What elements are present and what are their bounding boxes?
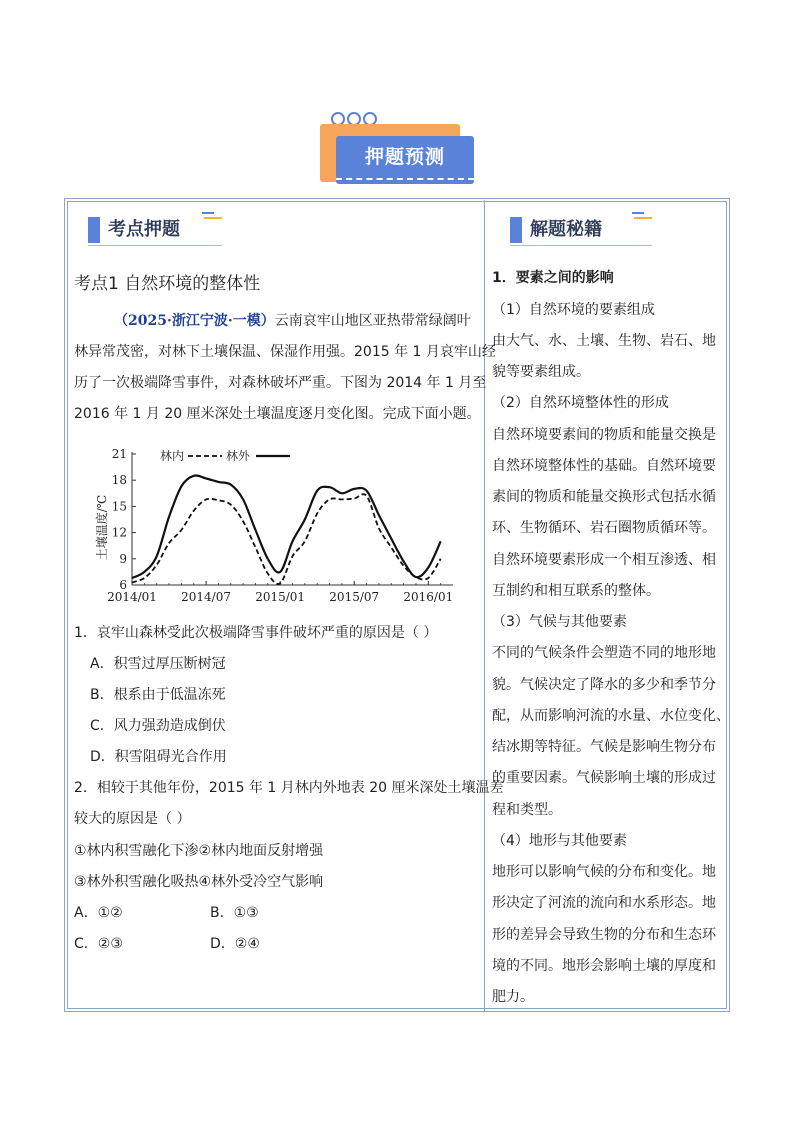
x-tick-label: 2015/01	[255, 590, 306, 604]
intro-line-3: 历了一次极端降雪事件，对森林破坏严重。下图为 2014 年 1 月至	[74, 375, 487, 391]
q2-option-d[interactable]: D．②④	[210, 936, 260, 952]
tips-line: 自然环境要素形成一个相互渗透、相	[492, 552, 716, 568]
q2-choices-1: ①林内积雪融化下渗②林内地面反射增强	[74, 843, 324, 859]
tips-line: 自然环境整体性的基础。自然环境要	[492, 458, 716, 474]
y-tick-label: 21	[111, 447, 127, 461]
q1-option-d[interactable]: D．积雪阻碍光合作用	[90, 749, 227, 765]
tips-line: 貌。气候决定了降水的多少和季节分	[492, 677, 716, 693]
column-divider	[484, 200, 485, 1012]
tips-line: 素间的物质和能量交换形式包括水循	[492, 489, 716, 505]
x-tick-label: 2014/01	[107, 590, 157, 604]
q2-option-a[interactable]: A．①②	[74, 905, 123, 921]
tips-line: 不同的气候条件会塑造不同的地形地	[492, 645, 716, 661]
right-header-title: 解题秘籍	[530, 219, 602, 240]
header-decoration	[634, 217, 652, 219]
series-line-inside-forest	[132, 494, 441, 584]
tips-line: （2）自然环境整体性的形成	[492, 395, 669, 411]
tips-line: 1．要素之间的影响	[492, 270, 614, 286]
q2-option-c[interactable]: C．②③	[74, 936, 123, 952]
x-tick-label: 2014/07	[181, 590, 232, 604]
y-tick-label: 18	[111, 473, 127, 488]
header-decoration	[204, 217, 222, 219]
tips-line: （1）自然环境的要素组成	[492, 302, 655, 318]
x-tick-label: 2016/01	[403, 590, 454, 604]
y-tick-label: 6	[119, 578, 127, 592]
tips-line: 貌等要素组成。	[492, 364, 590, 380]
q1-option-c[interactable]: C．风力强劲造成倒伏	[90, 718, 226, 734]
legend-label: 林内	[160, 449, 185, 463]
chart-series	[132, 475, 441, 584]
header-bar	[88, 217, 100, 243]
header-underline	[88, 245, 222, 246]
intro-line-1	[74, 311, 471, 331]
tips-line: 地形可以影响气候的分布和变化。地	[492, 864, 716, 880]
tips-line: 程和类型。	[492, 802, 562, 818]
right-section-header	[510, 215, 652, 245]
banner-title: 押题预测	[364, 146, 445, 168]
intro-line-2: 林异常茂密，对林下土壤保温、保湿作用强。2015 年 1 月哀牢山经	[74, 344, 496, 360]
tips-line: 由大气、水、土壤、生物、岩石、地	[492, 333, 716, 349]
tips-line: （4）地形与其他要素	[492, 833, 627, 849]
tips-line: 肥力。	[492, 989, 534, 1005]
tips-line: 互制约和相互联系的整体。	[492, 583, 660, 599]
chart-legend	[160, 448, 290, 463]
q2-stem-line-2: 较大的原因是（ ）	[74, 811, 191, 827]
banner-dash-line	[336, 178, 474, 180]
header-decoration	[202, 212, 214, 214]
left-section-header	[88, 215, 222, 245]
tips-line: 自然环境要素间的物质和能量交换是	[492, 427, 716, 443]
intro-line-4: 2016 年 1 月 20 厘米深处土壤温度逐月变化图。完成下面小题。	[74, 406, 481, 422]
tips-line: 形决定了河流的流向和水系形态。地	[492, 895, 716, 911]
series-line-outside-forest	[132, 475, 441, 578]
q2-choices-2: ③林外积雪融化吸热④林外受冷空气影响	[74, 874, 324, 890]
header-underline	[510, 245, 652, 246]
y-axis-label: 土壤温度/℃	[95, 494, 109, 561]
y-tick-label: 12	[111, 525, 127, 540]
tips-line: 境的不同。地形会影响土壤的厚度和	[492, 958, 716, 974]
header-decoration	[632, 212, 644, 214]
x-tick-label: 2015/07	[329, 590, 380, 604]
tips-line: 配，从而影响河流的水量、水位变化、	[492, 708, 730, 724]
q1-option-b[interactable]: B．根系由于低温冻死	[90, 687, 226, 703]
tips-line: 的重要因素。气候影响土壤的形成过	[492, 770, 716, 786]
question-source: （2025·浙江宁波·一模）	[114, 313, 275, 329]
y-tick-label: 9	[119, 551, 127, 566]
q2-option-b[interactable]: B．①③	[210, 905, 259, 921]
soil-temperature-chart	[90, 440, 470, 608]
header-bar	[510, 217, 522, 243]
q1-option-a[interactable]: A．积雪过厚压断树冠	[90, 656, 226, 672]
tips-line: 形的差异会导致生物的分布和生态环	[492, 927, 716, 943]
q2-stem-line-1: 2．相较于其他年份，2015 年 1 月林内外地表 20 厘米深处土壤温差	[74, 780, 504, 796]
y-tick-label: 15	[111, 499, 127, 514]
section-banner	[318, 108, 478, 188]
left-header-title: 考点押题	[108, 219, 180, 240]
intro-text: 云南哀牢山地区亚热带常绿阔叶	[274, 313, 471, 329]
tips-line: （3）气候与其他要素	[492, 614, 627, 630]
tips-line: 结冰期等特征。气候是影响生物分布	[492, 739, 716, 755]
tips-line: 环、生物循环、岩石圈物质循环等。	[492, 520, 716, 536]
legend-label: 林外	[226, 449, 251, 463]
q1-stem: 1．哀牢山森林受此次极端降雪事件破坏严重的原因是（ ）	[74, 625, 438, 641]
topic-title: 考点1 自然环境的整体性	[74, 274, 261, 294]
